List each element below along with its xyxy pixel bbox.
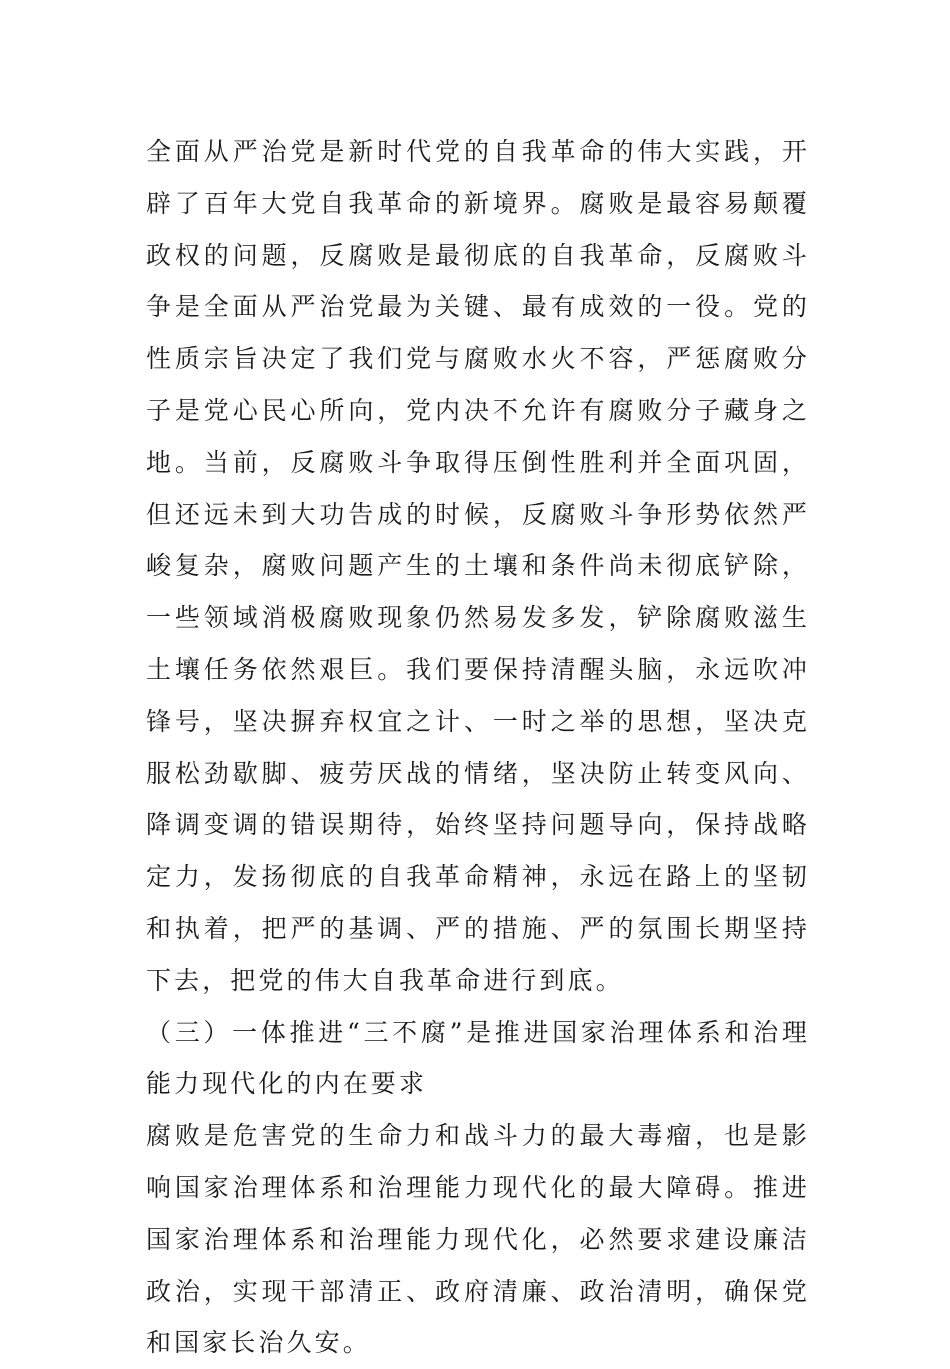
document-body xyxy=(146,126,810,1369)
body-paragraph-1: 全面从严治党是新时代党的自我革命的伟大实践，开辟了百年大党自我革命的新境界。腐败是最容易颠覆政权的问题，反腐败是最彻底的自我革命，反腐败斗争是全面从严治党最为关键、最有成效的一役。党的性质宗旨决定了我们党与腐败水火不容，严惩腐败分子是党心民心所向，党内决不允许有腐败分子藏身之地。当前，反腐败斗争取得压倒性胜利并全面巩固，但还远未到大功告成的时候，反腐败斗争形势依然严峻复杂，腐败问题产生的土壤和条件尚未彻底铲除，一些领域消极腐败现象仍然易发多发，铲除腐败滋生土壤任务依然艰巨。我们要保持清醒头脑，永远吹冲锋号，坚决摒弃权宜之计、一时之举的思想，坚决克服松劲歇脚、疲劳厌战的情绪，坚决防止转变风向、降调变调的错误期待，始终坚持问题导向，保持战略定力，发扬彻底的自我革命精神，永远在路上的坚韧和执着，把严的基调、严的措施、严的氛围长期坚持下去，把党的伟大自我革命进行到底。 xyxy=(146,137,810,995)
section-heading-3: （三）一体推进“三不腐”是推进国家治理体系和治理能力现代化的内在要求 xyxy=(146,1017,810,1099)
body-paragraph-2: 腐败是危害党的生命力和战斗力的最大毒瘤，也是影响国家治理体系和治理能力现代化的最大障碍。推进国家治理体系和治理能力现代化，必然要求建设廉洁政治，实现干部清正、政府清廉、政治清明，确保党和国家长治久安。 xyxy=(146,1121,810,1358)
